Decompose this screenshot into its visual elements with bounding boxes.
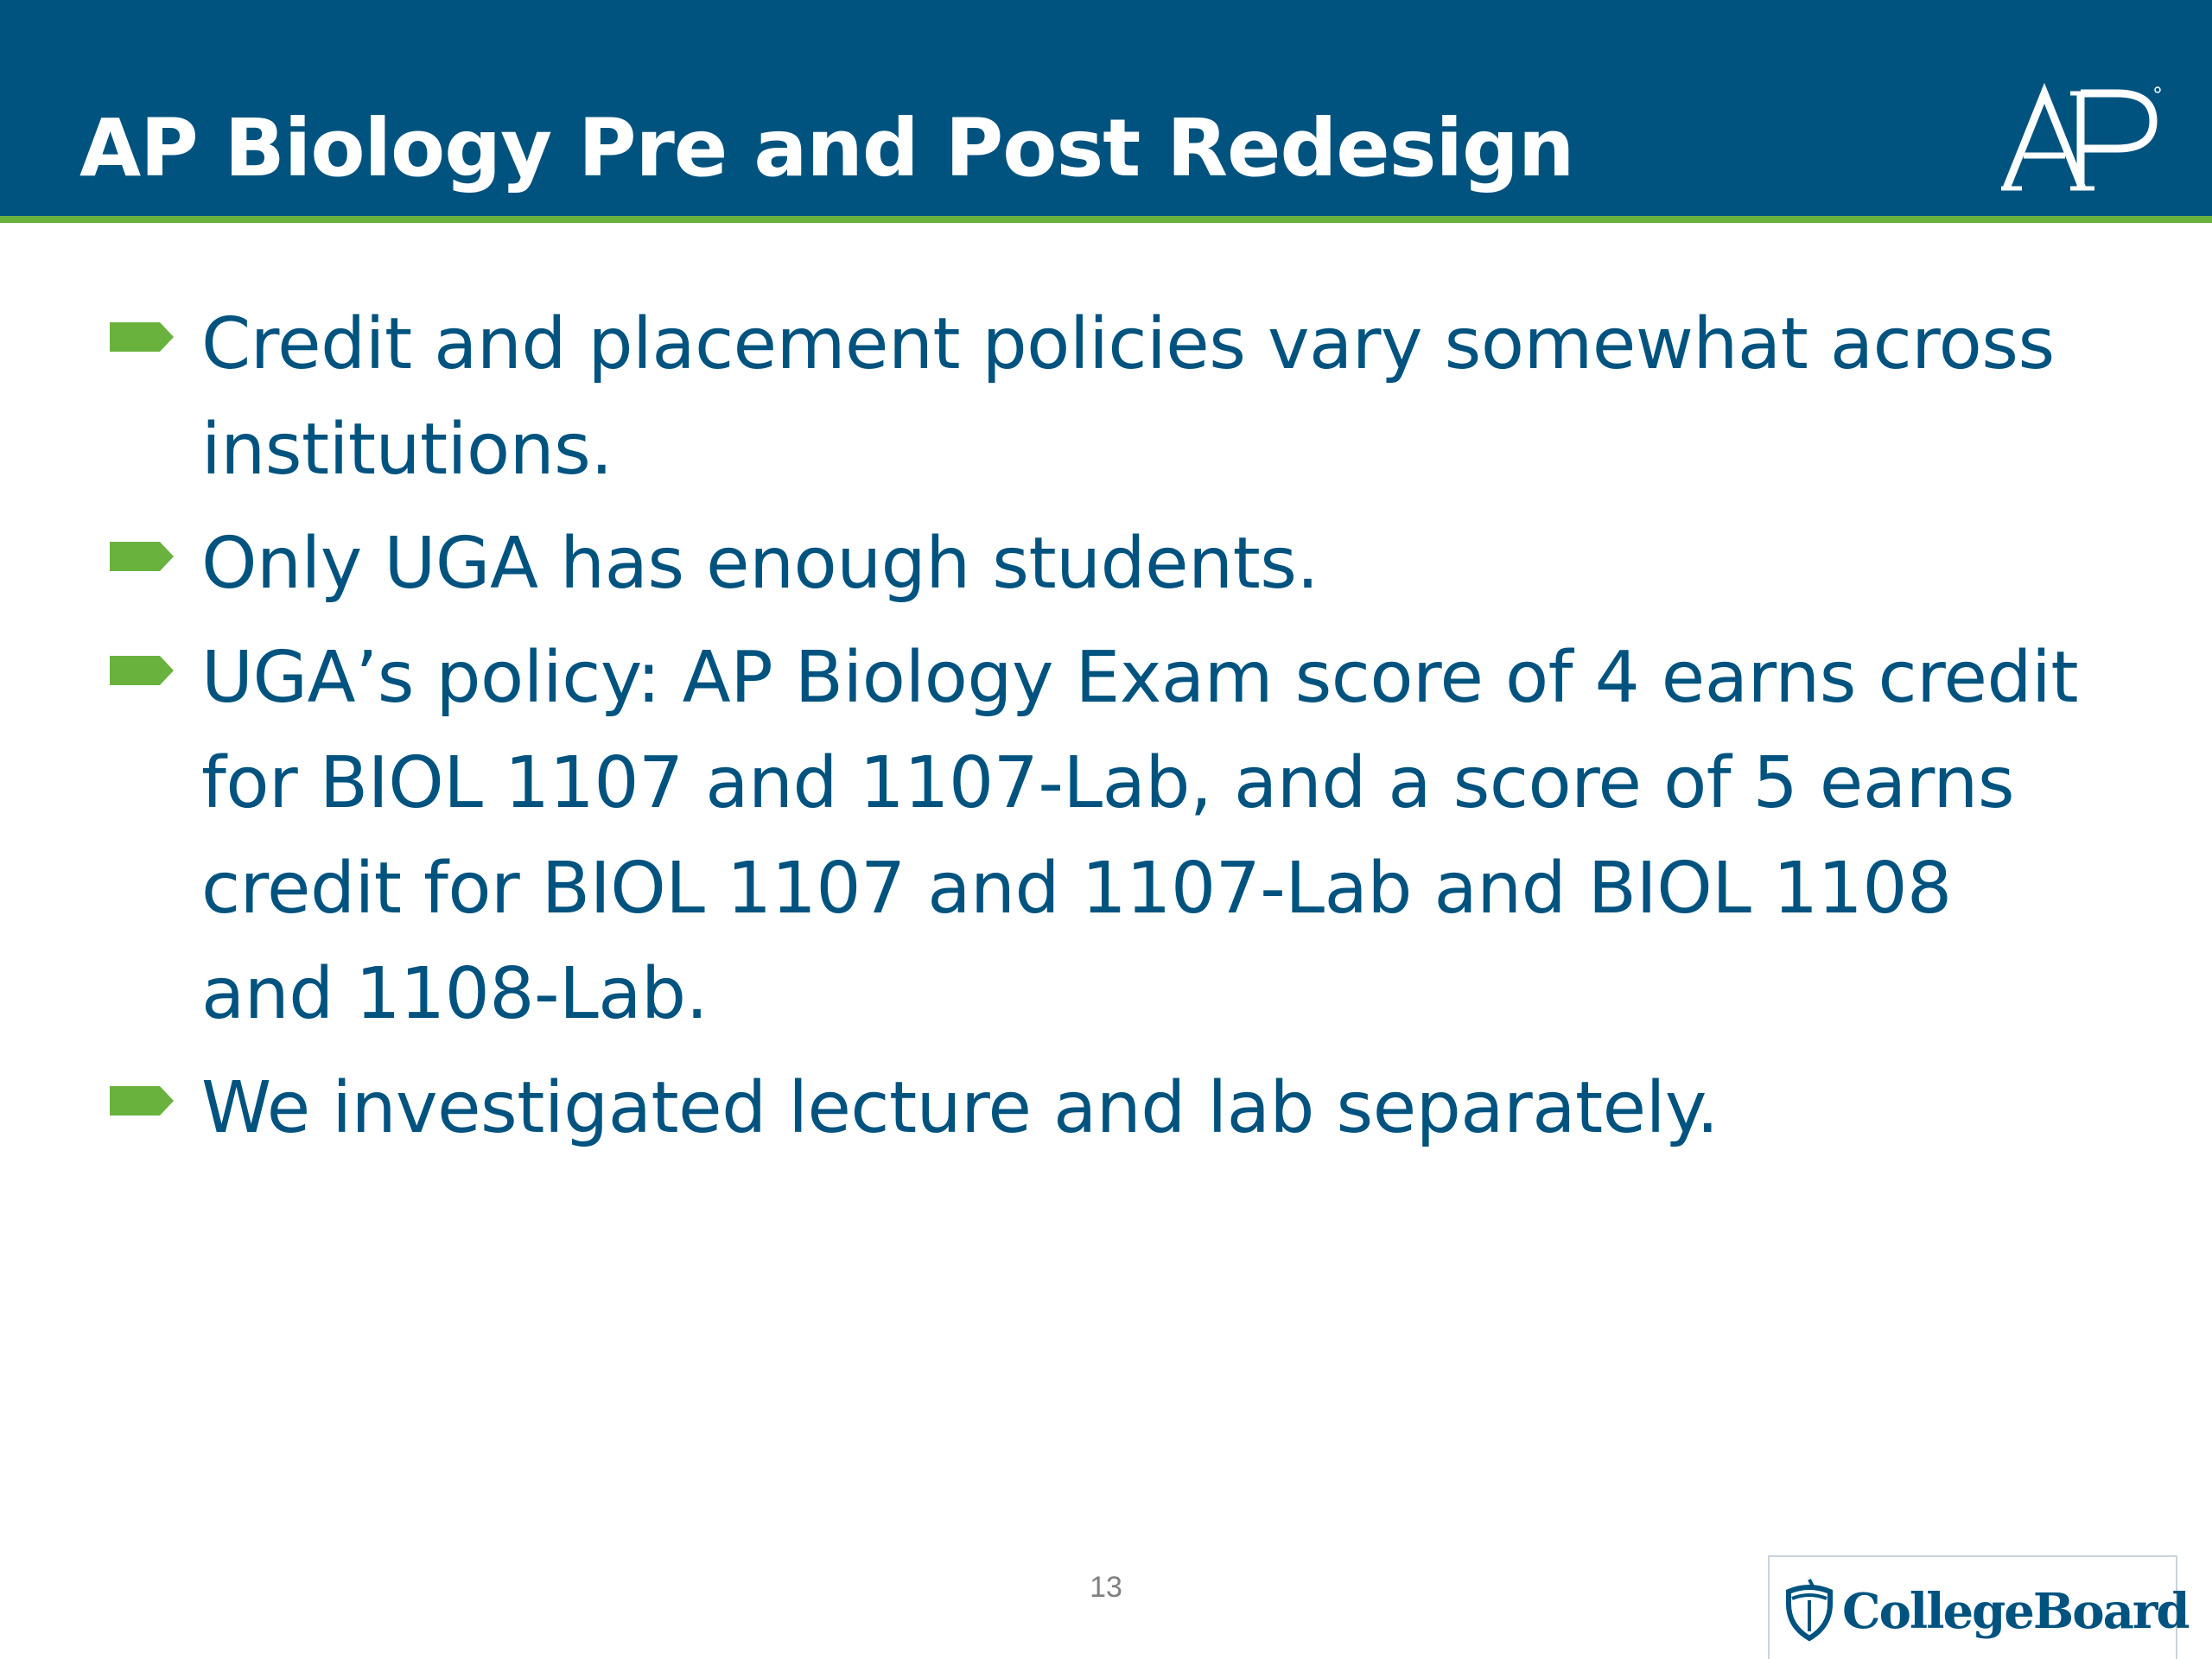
- bullet-item: [0, 292, 2085, 503]
- bullet-text: Only UGA has enough students.: [201, 523, 1319, 605]
- ap-logo: [2001, 83, 2162, 195]
- bullet-text: UGA’s policy: AP Biology Exam score of 4 earns credit for BIOL 1107 and 1107-Lab, and a score of 5 earns credit for BIOL 1107 and 1107-Lab and BIOL 1108 and 1108-Lab.: [201, 637, 2078, 1035]
- slide-title: AP Biology Pre and Post Redesign: [79, 102, 1574, 194]
- green-arrow-icon: [110, 542, 174, 571]
- bullet-item: [0, 626, 2085, 1047]
- bullet-item: [0, 512, 2085, 617]
- green-arrow-icon: [110, 1086, 174, 1116]
- acorn-shield-icon: [1783, 1578, 1835, 1642]
- green-arrow-icon: [110, 656, 174, 685]
- bullet-item: [0, 1056, 2085, 1161]
- bullet-list: [0, 292, 2212, 1170]
- bullet-text: Credit and placement policies vary somewhat across institutions.: [201, 303, 2055, 491]
- header-accent-rule: [0, 216, 2212, 223]
- bullet-text: We investigated lecture and lab separately.: [201, 1067, 1719, 1149]
- collegeboard-logo: [1768, 1555, 2189, 1659]
- collegeboard-wordmark: CollegeBoard: [1842, 1583, 2189, 1640]
- green-arrow-icon: [110, 322, 174, 352]
- page-number: 13: [1090, 1571, 1122, 1604]
